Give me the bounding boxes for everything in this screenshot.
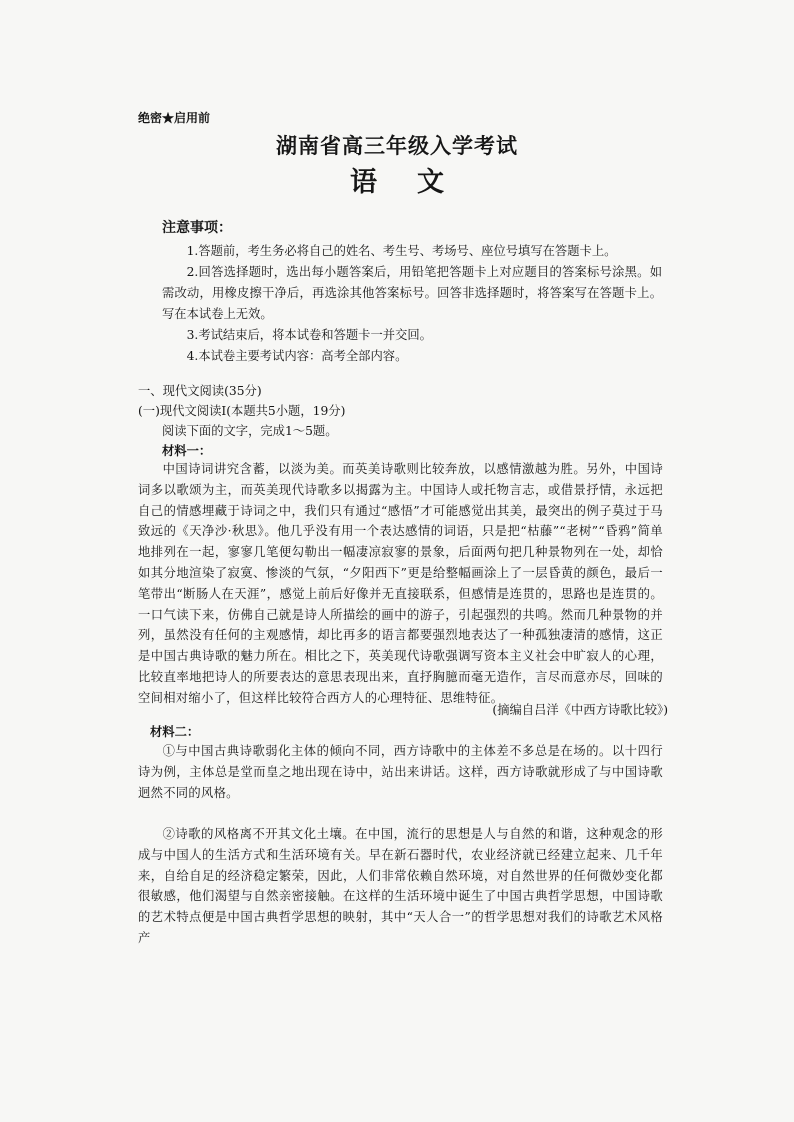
material1-text: 中国诗词讲究含蓄，以淡为美。而英美诗歌则比较奔放，以感情激越为胜。另外，中国诗词多以歌颂为主，而英美现代诗歌多以揭露为主。中国诗人或托物言志，或借景抒情，永远把自己的情感埋藏于诗词之中，我们只有通过“感悟”才可能感觉出其美，最突出的例子莫过于马致远的《天净沙·秋思》。他几乎没有用一个表达感情的词语，只是把“枯藤”“老树”“昏鸦”简单地排列在一起，寥寥几笔便勾勒出一幅凄凉寂寥的景象，后面两句把几种景物列在一处，却恰如其分地渲染了寂寞、惨淡的气氛，“夕阳西下”更是给整幅画涂上了一层昏黄的颜色，最后一笔带出“断肠人在天涯”，感觉上前后好像并无直接联系，但感情是连贯的，思路也是连贯的。一口气读下来，仿佛自己就是诗人所描绘的画中的游子，引起强烈的共鸣。然而几种景物的并列，虽然没有任何的主观感情，却比再多的语言都要强烈地表达了一种孤独凄清的感情，这正是中国古典诗歌的魅力所在。相比之下，英美现代诗歌强调写资本主义社会中旷寂人的心理，比较直率地把诗人的所要表达的意思表现出来，直抒胸臆而毫无造作，言尽而意亦尽，回味的空间相对缩小了，但这样比较符合西方人的心理特征、思维特征。	[138, 462, 663, 705]
material1-source: (摘编自吕洋《中西方诗歌比较》)	[492, 703, 668, 717]
notice-item: 1.答题前，考生务必将自己的姓名、考生号、考场号、座位号填写在答题卡上。	[186, 244, 617, 258]
section-title: 一、现代文阅读(35分)	[138, 384, 262, 398]
notice-item: 4.本试卷主要考试内容：高考全部内容。	[186, 349, 408, 363]
exam-title: 湖南省高三年级入学考试	[276, 133, 518, 158]
material2-heading: 材料二：	[150, 724, 200, 739]
material1-heading: 材料一：	[162, 443, 212, 458]
notice-heading: 注意事项：	[162, 220, 232, 236]
subject-title: 语文	[350, 167, 484, 198]
confidential-label: 绝密★启用前	[138, 111, 211, 125]
section-instruction: 阅读下面的文字，完成1～5题。	[162, 424, 338, 438]
material2-paragraph: ②诗歌的风格离不开其文化土壤。在中国，流行的思想是人与自然的和谐，这种观念的形成与中国人的生活方式和生活环境有关。早在新石器时代，农业经济就已经建立起来、几千年来，自给自足的经济稳定繁荣，因此，人们非常依赖自然环境，对自然世界的任何微妙变化都很敏感，他们渴望与自然亲密接触。在这样的生活环境中诞生了中国古典哲学思想，中国诗歌的艺术特点便是中国古典哲学思想的映射，其中“天人合一”的哲学思想对我们的诗歌艺术风格产	[138, 827, 663, 945]
notice-list	[162, 241, 662, 367]
section-subtitle: (一)现代文阅读Ⅰ(本题共5小题，19分)	[138, 404, 346, 418]
notice-item: 2.回答选择题时，选出每小题答案后，用铅笔把答题卡上对应题目的答案标号涂黑。如需改动，用橡皮擦干净后，再选涂其他答案标号。回答非选择题时，将答案写在答题卡上。写在本试卷上无效。	[162, 265, 662, 321]
material2-paragraph: ①与中国古典诗歌弱化主体的倾向不同，西方诗歌中的主体差不多总是在场的。以十四行诗为例，主体总是堂而皇之地出现在诗中，站出来讲话。这样，西方诗歌就形成了与中国诗歌迥然不同的风格。	[138, 744, 663, 800]
notice-item: 3.考试结束后，将本试卷和答题卡一并交回。	[186, 328, 432, 342]
